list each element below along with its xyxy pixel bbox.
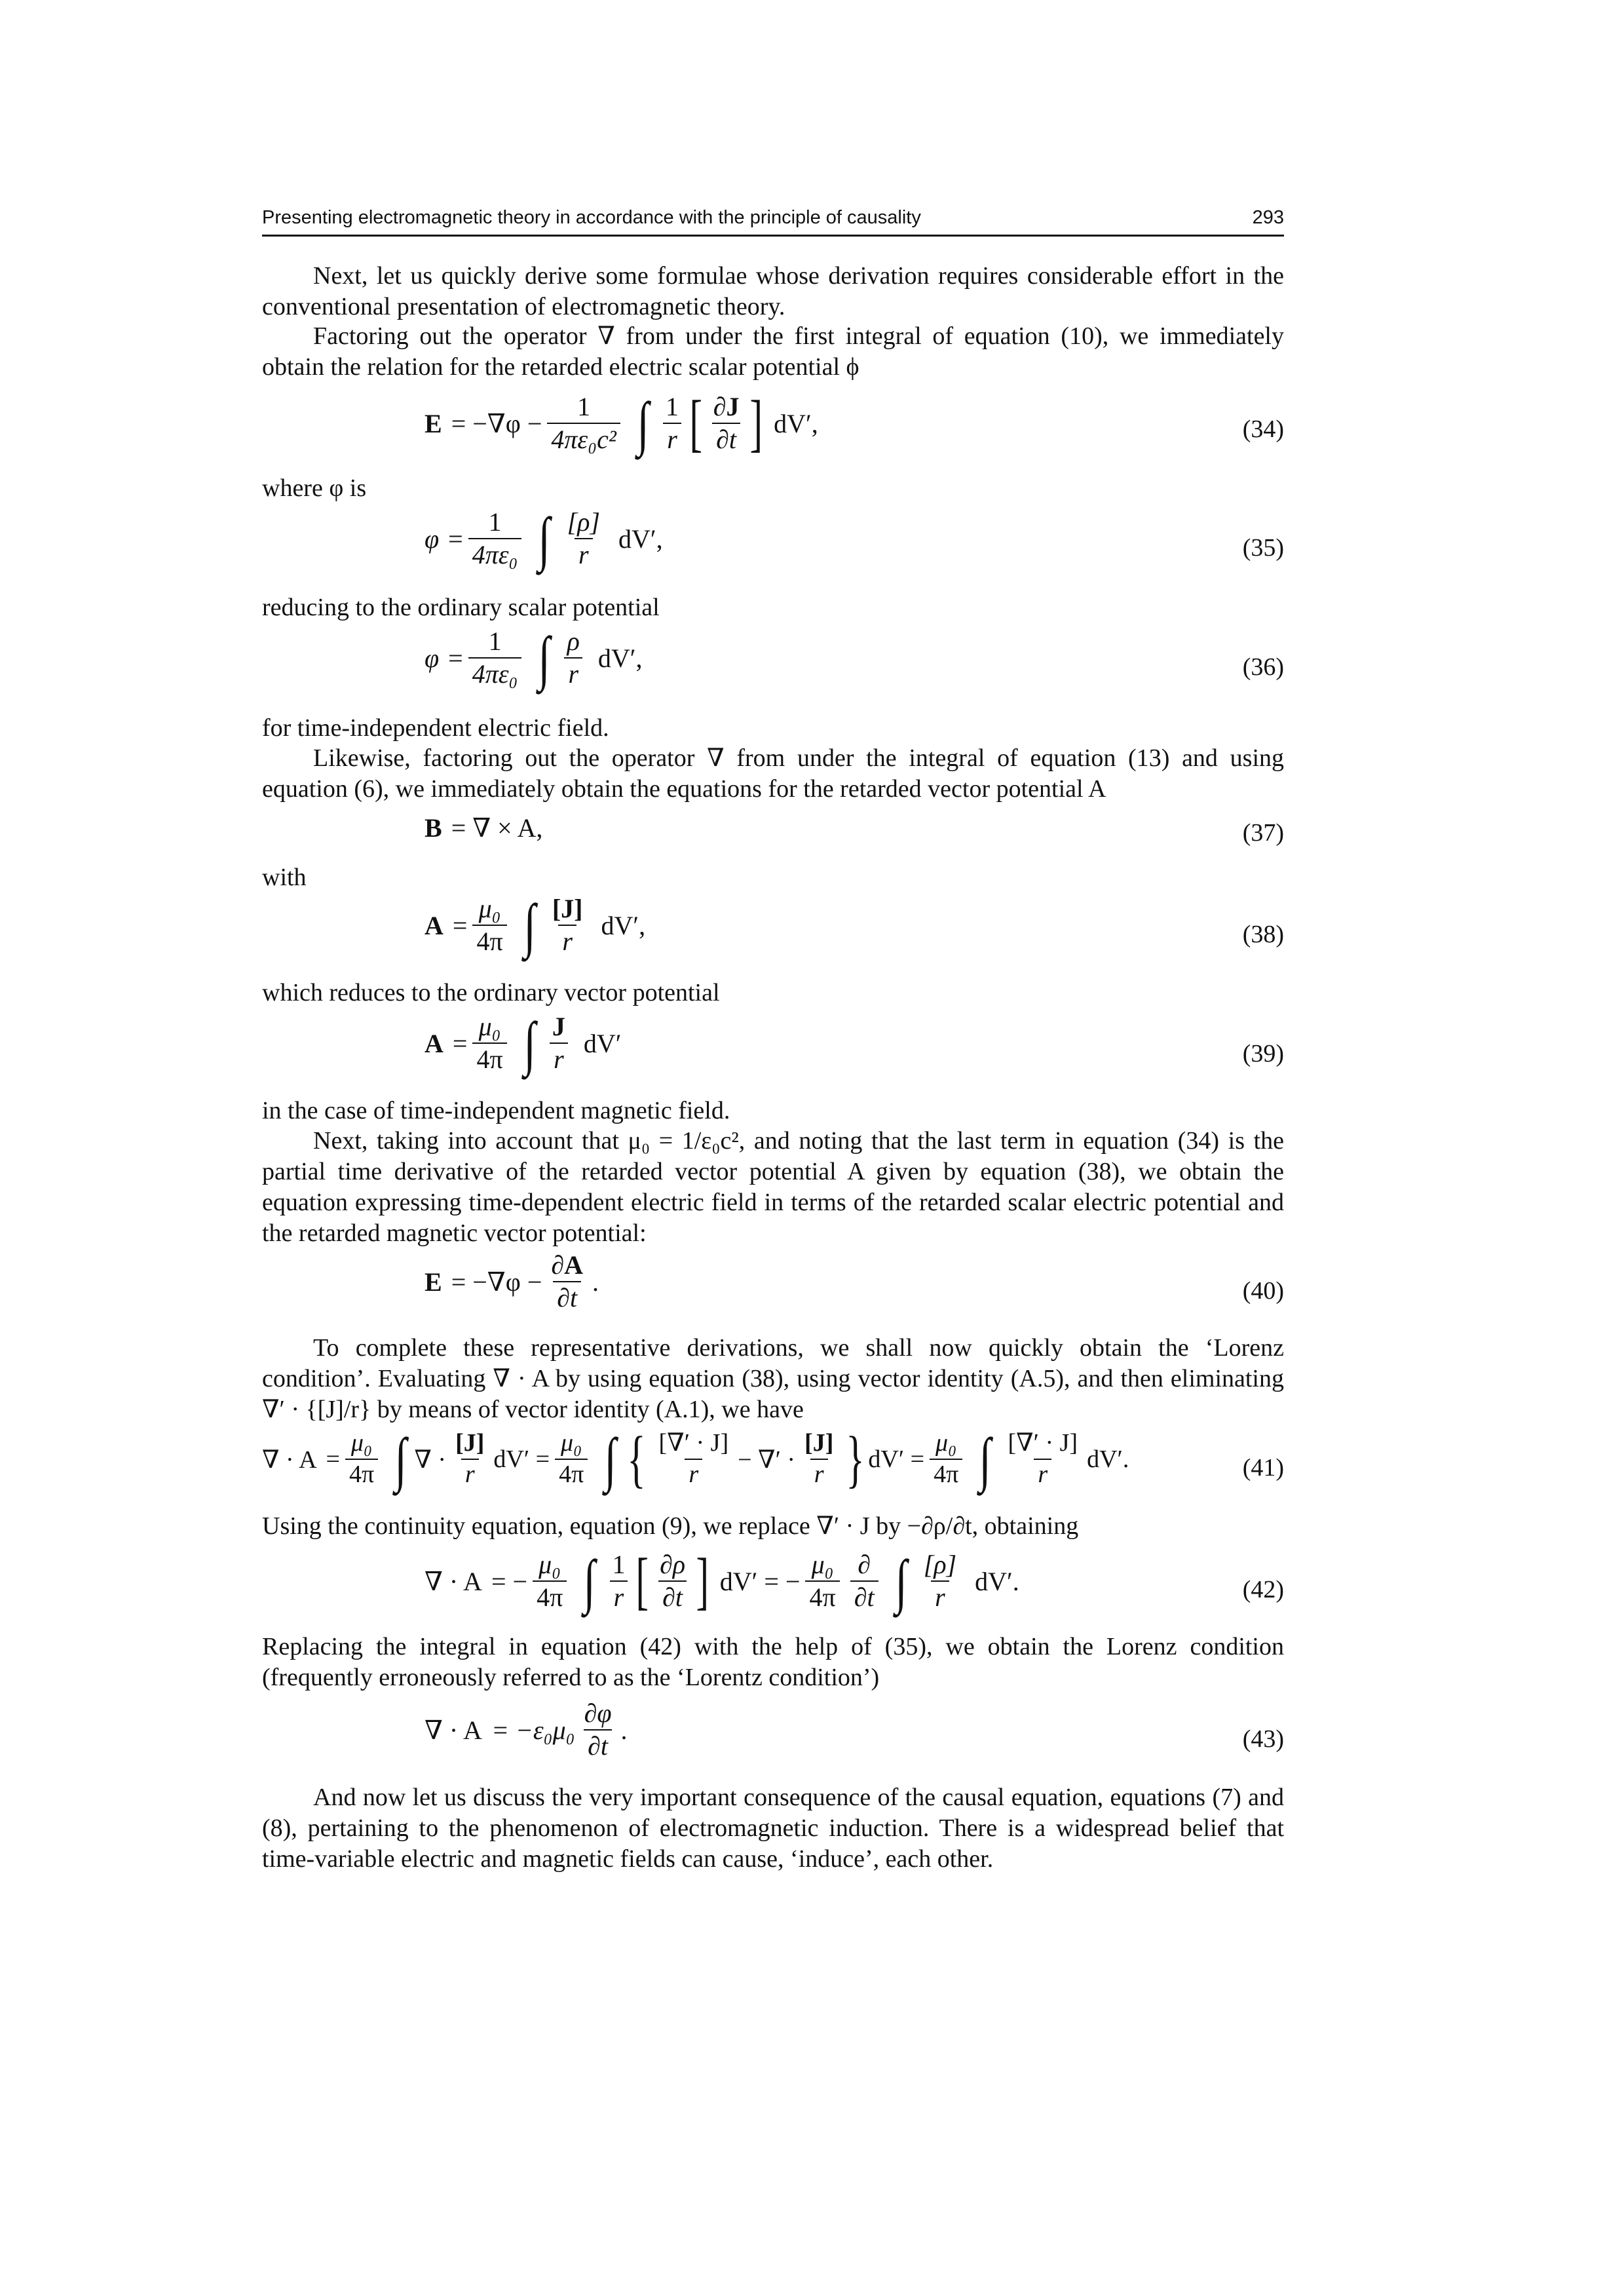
eq43-frac1-num: ∂φ [584,1698,612,1728]
integral-sign: ∫ [538,505,551,572]
eq41-frac6 [930,1430,962,1488]
eq41-frac7-den: r [1034,1459,1051,1488]
eq41-frac4-den: r [685,1459,702,1488]
paragraph-2: Factoring out the operator ∇ from under the first integral of equation (10), we immediately obtain the relation for the retarded electric scalar potential ϕ [262,322,1284,381]
eq38-frac2 [548,895,587,955]
equation-number-41: (41) [1242,1454,1284,1482]
equation-number-34: (34) [1242,415,1284,443]
eq40-frac1-den: ∂t [553,1281,581,1312]
integral-sign: ∫ [637,390,649,457]
eq40-frac1 [547,1252,587,1312]
eq34-frac3-den: ∂t [712,423,740,453]
eq38-frac2-num: [J] [552,894,583,923]
eq41-frac2 [451,1430,488,1488]
eq36-frac2 [563,628,584,688]
eq39-tail: dV′ [583,1028,622,1058]
eq43-eq: = −ε₀μ₀ [491,1715,575,1745]
eq35-lhs: φ [425,524,440,554]
eq41-t2: dV′ = [868,1445,925,1473]
eq34-frac1-num: 1 [577,392,591,421]
eq35-tail: dV′, [618,524,663,554]
equation-35 [425,505,663,587]
equation-number-39: (39) [1242,1040,1284,1067]
eq42-frac1 [533,1551,567,1611]
eq40-eq: = −∇φ − [451,1267,542,1297]
eq41-frac6-num: μ₀ [935,1429,957,1457]
equation-41 [262,1424,1129,1506]
running-header [262,204,1284,237]
eq42-frac6-num: [ρ] [923,1550,957,1579]
eq42-eq: = − [491,1566,528,1596]
integral-sign: ∫ [604,1426,616,1493]
paragraph-4: reducing to the ordinary scalar potential [262,594,660,621]
eq43-frac1-den: ∂t [584,1729,612,1760]
eq42-frac5-den: ∂t [850,1580,878,1611]
eq41-frac2-num: [J] [455,1429,485,1457]
equation-39 [425,1010,622,1092]
right-bracket: ] [696,1546,709,1617]
eq43-lhs: ∇ · A [425,1715,482,1745]
eq41-op2: − ∇′ · [738,1445,796,1474]
paragraph-5: for time-independent electric field. [262,714,609,742]
eq41-t1: dV′ = [493,1445,550,1473]
eq35-frac1-num: 1 [488,507,502,537]
eq42-frac1-den: 4π [533,1580,567,1611]
integral-sign: ∫ [523,1010,536,1077]
equation-number-42: (42) [1242,1576,1284,1603]
eq36-frac2-num: ρ [567,626,580,656]
eq36-tail: dV′, [597,643,643,673]
paragraph-9: in the case of time-independent magnetic field. [262,1097,730,1124]
paragraph-14: And now let us discuss the very important consequence of the causal equation, equations (7) and (8), pertaining to the phenomenon of electromagnetic induction. There is a widespread belief that time-variable electric and magnetic fields can cause, ‘induce’, each other. [262,1784,1284,1873]
eq35-frac2-num: [ρ] [567,507,600,537]
eq42-frac6-den: r [931,1580,949,1611]
paragraph-7: with [262,864,307,891]
eq41-frac4 [655,1430,733,1488]
right-bracket: ] [749,388,763,459]
left-brace: { [627,1424,647,1495]
eq41-frac1-den: 4π [345,1459,378,1488]
integral-sign: ∫ [538,624,551,691]
eq39-frac2-num: J [552,1012,565,1041]
integral-sign: ∫ [583,1548,595,1615]
eq36-lhs: φ [425,643,440,673]
page-number: 293 [1252,207,1284,228]
eq42-frac5 [850,1551,878,1611]
eq42-frac1-num: μ₀ [538,1550,561,1579]
eq42-tail: dV′. [975,1566,1019,1596]
eq41-frac5 [801,1430,837,1488]
equation-number-37: (37) [1242,819,1284,847]
eq41-frac6-den: 4π [930,1459,962,1488]
eq34-eq: = −∇φ − [451,408,542,438]
eq34-frac1-den: 4πε₀c² [547,423,620,453]
eq34-lhs: E [425,408,442,438]
left-bracket: [ [689,388,703,459]
integral-sign: ∫ [979,1426,991,1493]
eq38-lhs: A [425,910,444,940]
eq39-eq: = [452,1028,468,1058]
eq35-frac1 [468,508,522,569]
equation-number-35: (35) [1242,534,1284,562]
eq42-frac6 [920,1551,960,1611]
eq39-frac2-den: r [550,1043,568,1073]
right-brace: } [846,1424,865,1495]
eq42-frac4-den: 4π [805,1580,839,1611]
eq41-frac3-num: μ₀ [561,1429,582,1457]
paragraph-11: To complete these representative derivations, we shall now quickly obtain the ‘Lorenz condition’. Evaluating ∇ · A by using equation (38), using vector identity (A.5), and then eliminating ∇′ · {[J]/r} by means of vector identity (A.1), we have [262,1334,1284,1423]
paragraph-6: Likewise, factoring out the operator ∇ from under the integral of equation (13) and using equation (6), we immediately obtain the equations for the retarded vector potential A [262,744,1284,803]
eq36-eq: = [448,643,463,673]
eq42-t1: dV′ = − [719,1566,801,1596]
eq41-tail: dV′. [1087,1445,1129,1473]
eq35-frac2-den: r [575,538,593,569]
eq41-frac7 [1004,1430,1082,1488]
paragraph-1: Next, let us quickly derive some formulae whose derivation requires considerable effort in the conventional presentation of electromagnetic theory. [262,262,1284,320]
eq41-frac5-den: r [810,1459,828,1488]
equation-43 [425,1700,627,1778]
eq42-frac2 [608,1551,629,1611]
eq42-frac4-num: μ₀ [811,1550,834,1579]
eq42-frac2-num: 1 [612,1550,626,1579]
eq41-lhs: ∇ · A [262,1445,317,1474]
integral-sign: ∫ [523,892,536,959]
eq41-frac3 [555,1430,588,1488]
paragraph-10: Next, taking into account that μ₀ = 1/ε₀c², and noting that the last term in equation (34) is the partial time derivative of the retarded vector potential A given by equation (38), we obtain the equation expressing time-dependent electric field in terms of the retarded scalar electric potential and the retarded magnetic vector potential: [262,1127,1284,1247]
eq37-rhs: = ∇ × A, [451,813,543,843]
eq34-frac3-num: ∂J [713,392,740,421]
eq34-frac2-den: r [663,423,681,453]
eq39-frac1 [472,1013,506,1073]
eq42-frac2-den: r [610,1580,628,1611]
eq41-eq: = [326,1445,340,1473]
eq34-tail: dV′, [774,408,818,438]
eq38-frac1 [472,895,506,955]
eq41-frac4-num: [∇′ · J] [658,1429,729,1457]
eq43-tail: . [620,1715,628,1745]
eq41-frac1 [345,1430,378,1488]
eq42-frac4 [805,1551,839,1611]
paragraph-12: Using the continuity equation, equation (9), we replace ∇′ · J by −∂ρ/∂t, obtaining [262,1512,1079,1540]
eq35-frac2 [563,508,604,569]
equation-40 [425,1252,599,1330]
paragraph-13: Replacing the integral in equation (42) with the help of (35), we obtain the Lorenz condition (frequently erroneously referred to as the ‘Lorentz condition’) [262,1633,1284,1691]
eq41-op1: ∇ · [414,1445,447,1474]
eq42-frac3-num: ∂ρ [660,1550,686,1579]
eq37-lhs: B [425,813,442,843]
eq36-frac1-den: 4πε₀ [468,657,522,688]
eq41-frac5-num: [J] [804,1429,834,1457]
running-title: Presenting electromagnetic theory in accordance with the principle of causality [262,207,921,228]
paragraph-3: where φ is [262,474,367,502]
eq42-frac3-den: ∂t [658,1580,687,1611]
equation-34 [425,388,818,470]
eq34-frac2-num: 1 [666,392,679,421]
eq40-lhs: E [425,1267,442,1297]
eq34-frac2 [662,393,683,453]
eq38-frac1-den: 4π [472,925,506,955]
eq41-frac1-num: μ₀ [350,1429,373,1457]
eq38-tail: dV′, [601,910,646,940]
eq41-frac3-den: 4π [555,1459,588,1488]
equation-42 [425,1546,1019,1628]
equation-number-36: (36) [1242,653,1284,681]
eq34-frac3 [709,393,744,453]
eq42-frac3 [656,1551,689,1611]
paragraph-8: which reduces to the ordinary vector potential [262,979,720,1006]
integral-sign: ∫ [394,1426,407,1493]
equation-number-38: (38) [1242,921,1284,948]
eq36-frac1-num: 1 [488,626,502,656]
eq35-frac1-den: 4πε₀ [468,538,522,569]
eq38-frac1-num: μ₀ [478,894,501,923]
equation-number-43: (43) [1242,1725,1284,1753]
left-bracket: [ [635,1546,649,1617]
eq36-frac2-den: r [564,657,582,688]
integral-sign: ∫ [895,1548,907,1615]
eq39-frac2 [548,1013,569,1073]
eq39-frac1-den: 4π [472,1043,506,1073]
eq42-lhs: ∇ · A [425,1566,482,1596]
equation-38 [425,892,646,974]
eq39-frac1-num: μ₀ [478,1012,501,1041]
eq38-frac2-den: r [558,925,576,955]
equation-37 [425,813,542,852]
eq35-eq: = [448,524,463,554]
eq41-frac7-num: [∇′ · J] [1008,1429,1078,1457]
eq42-frac5-num: ∂ [858,1550,871,1579]
eq40-frac1-num: ∂A [551,1250,584,1280]
eq39-lhs: A [425,1028,444,1058]
equation-36 [425,624,643,706]
eq43-frac1 [580,1700,616,1760]
eq41-frac2-den: r [461,1459,479,1488]
equation-number-40: (40) [1242,1277,1284,1305]
eq34-frac1 [547,393,620,453]
eq38-eq: = [452,910,468,940]
eq36-frac1 [468,628,522,688]
eq40-tail: . [592,1267,599,1297]
